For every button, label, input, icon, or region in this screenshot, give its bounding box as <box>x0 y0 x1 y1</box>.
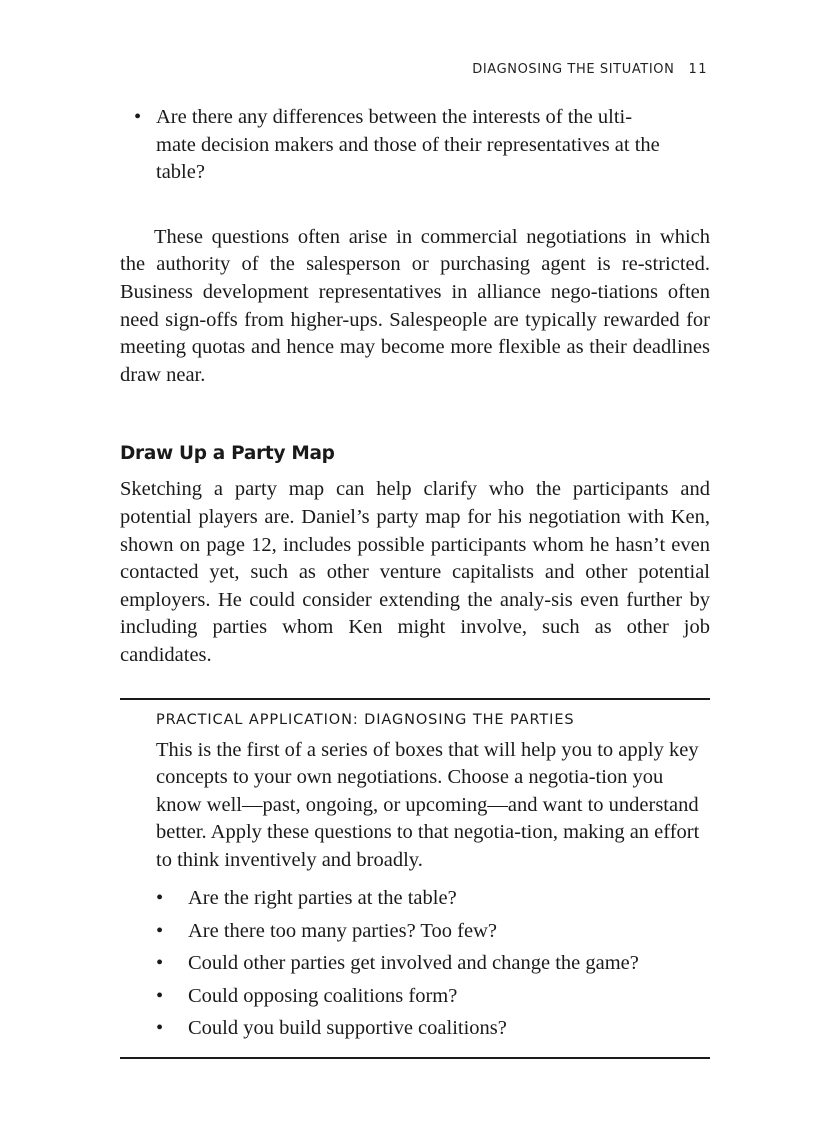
running-title: DIAGNOSING THE SITUATION <box>472 62 675 77</box>
page-number: 11 <box>688 62 708 77</box>
box-title: PRACTICAL APPLICATION: DIAGNOSING THE PARTIES <box>156 711 575 728</box>
running-header <box>472 62 708 77</box>
box-question-list <box>156 882 710 1045</box>
list-item: • Are the right parties at the table? <box>188 882 710 915</box>
section-paragraph: Sketching a party map can help clarify who the participants and potential players are. Daniel’s party map for his negotiation with Ken, shown on page 12, includes possible participants whom he hasn’t even contacted yet, such as other venture capitalists and other potential employers. He could consider extending the analy-sis even further by including parties whom Ken might involve, such as other job candidates. <box>120 478 710 666</box>
practical-application-box <box>120 698 710 1059</box>
list-item: • Could other parties get involved and change the game? <box>188 947 710 980</box>
question-list <box>120 104 710 187</box>
page-body <box>120 104 710 1059</box>
list-item: • Could you build supportive coalitions? <box>188 1012 710 1045</box>
list-item: • Could opposing coalitions form? <box>188 980 710 1013</box>
list-item: • Are there any differences between the interests of the ulti-mate decision makers and those of their representatives at the table? <box>156 104 710 187</box>
body-paragraph: These questions often arise in commercial negotiations in which the authority of the salesperson or purchasing agent is re-stricted. Business development representatives in alliance nego-tiations often need sign-offs from higher-ups. Salespeople are typically rewarded for meeting quotas and hence may become more flexible as their deadlines draw near. <box>120 225 710 386</box>
section-heading: Draw Up a Party Map <box>120 443 335 465</box>
list-item: • Are there too many parties? Too few? <box>188 915 710 948</box>
box-intro: This is the first of a series of boxes that will help you to apply key concepts to your own negotiations. Choose a negotia-tion you know well—past, ongoing, or upcoming—and want to understand better. Apply these questions to that negotia-tion, making an effort to think inventively and broadly. <box>156 738 700 871</box>
